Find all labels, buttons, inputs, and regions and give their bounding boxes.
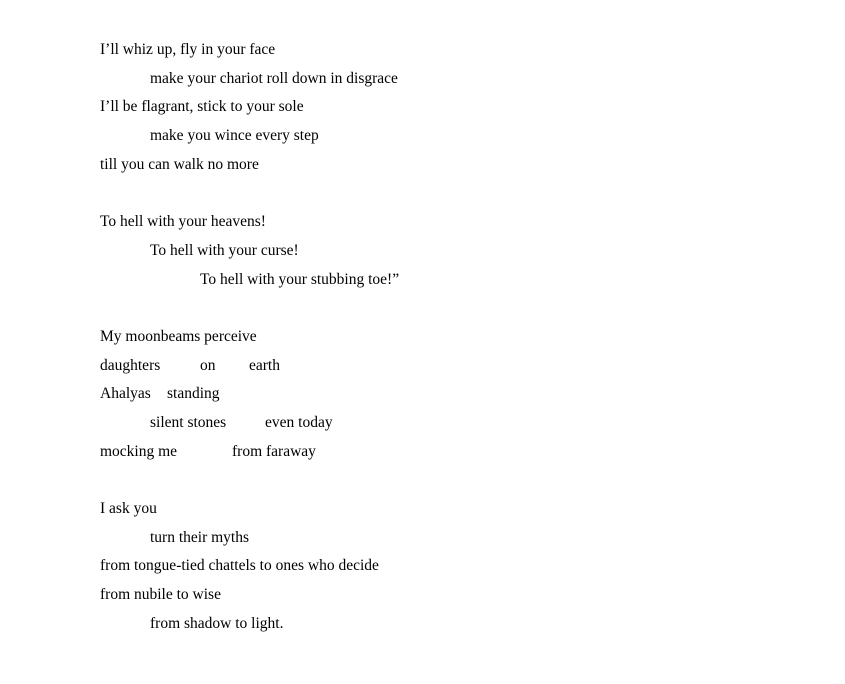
- poem-line: [100, 438, 800, 467]
- poem-word: silent stones: [150, 413, 227, 431]
- poem-line: till you can walk no more: [100, 155, 259, 173]
- poem-line: turn their myths: [150, 528, 250, 546]
- poem-word: from faraway: [232, 442, 316, 460]
- poem-line: [100, 409, 800, 438]
- stanza-break: [100, 466, 800, 495]
- stanza-break: [100, 179, 800, 208]
- poem-word: even today: [265, 413, 333, 431]
- poem-line: from shadow to light.: [150, 614, 284, 632]
- poem-word: daughters: [100, 356, 161, 374]
- poem-line: To hell with your stubbing toe!”: [200, 270, 400, 288]
- poem-line: I’ll whiz up, fly in your face: [100, 41, 276, 58]
- poem-word: mocking me: [100, 442, 178, 460]
- poem-line: To hell with your heavens!: [100, 213, 266, 231]
- poem-line: make you wince every step: [150, 127, 319, 145]
- poem-word: Ahalyas: [100, 385, 151, 403]
- poem-word: earth: [249, 356, 280, 374]
- poem-line: My moonbeams perceive: [100, 327, 257, 345]
- poem-line: [100, 352, 800, 381]
- poem-line: [100, 380, 800, 409]
- poem-word: standing: [167, 385, 220, 403]
- poem-body: [100, 36, 800, 638]
- poem-line: I’ll be flagrant, stick to your sole: [100, 98, 304, 116]
- stanza-break: [100, 294, 800, 323]
- poem-line: I ask you: [100, 500, 157, 517]
- poem-word: on: [200, 356, 216, 374]
- poem-line: make your chariot roll down in disgrace: [150, 69, 398, 87]
- poem-line: To hell with your curse!: [150, 241, 299, 259]
- poem-line: from tongue-tied chattels to ones who decide: [100, 557, 379, 575]
- poem-line: from nubile to wise: [100, 586, 221, 604]
